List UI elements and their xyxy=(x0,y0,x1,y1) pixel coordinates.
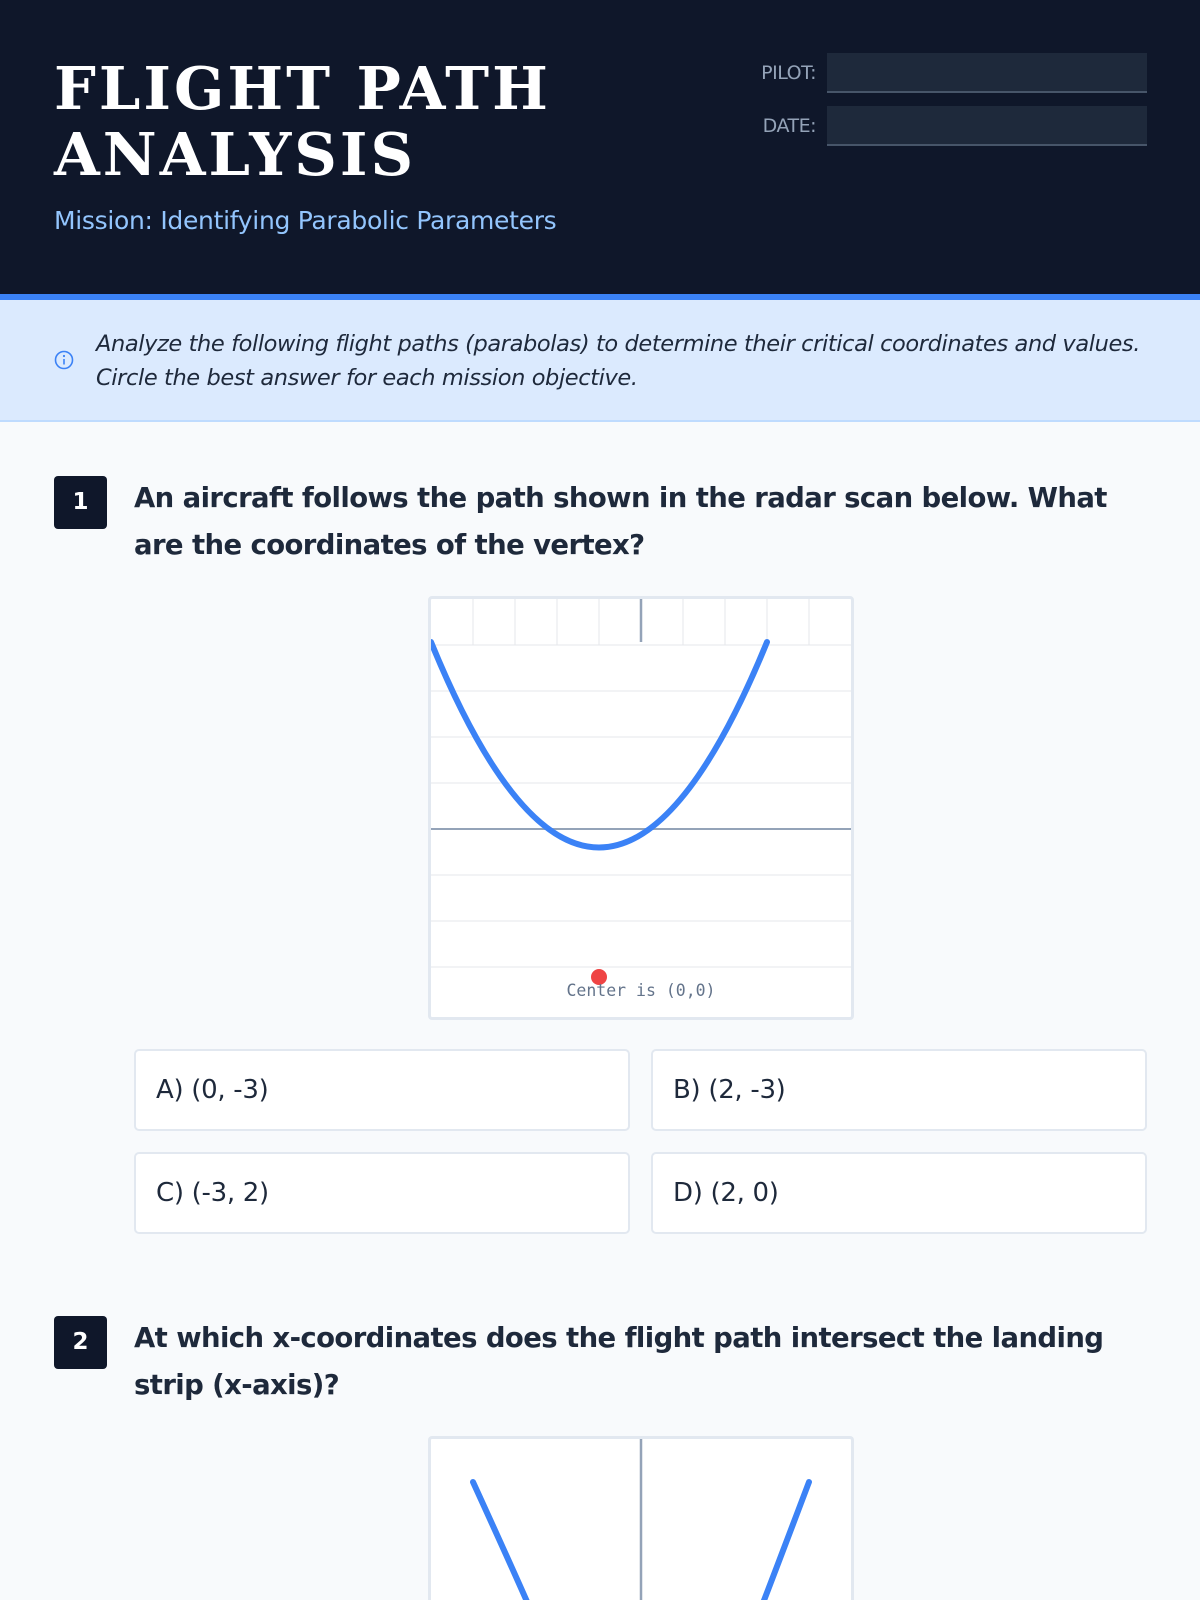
answer-option-b[interactable]: B) (2, -3) xyxy=(651,1049,1147,1131)
question-text: An aircraft follows the path shown in the radar scan below. What are the coordinates of the vertex? xyxy=(134,482,1107,561)
answer-option-c[interactable]: C) (-3, 2) xyxy=(134,1152,630,1234)
parabola-right-branch xyxy=(749,1482,809,1600)
answer-option-d[interactable]: D) (2, 0) xyxy=(651,1152,1147,1234)
info-circle-icon xyxy=(54,350,74,370)
graph-canvas xyxy=(431,1439,851,1600)
grid-lines xyxy=(431,599,851,967)
radar-scan-graph xyxy=(428,596,854,1020)
question-text: At which x-coordinates does the flight path intersect the landing strip (x-axis)? xyxy=(134,1322,1104,1401)
pilot-field[interactable] xyxy=(827,53,1147,93)
date-field[interactable] xyxy=(827,106,1147,146)
page-subtitle: Mission: Identifying Parabolic Parameters xyxy=(54,206,557,235)
question-number: 1 xyxy=(54,476,107,529)
date-label: DATE: xyxy=(762,115,816,137)
answer-option-a[interactable]: A) (0, -3) xyxy=(134,1049,630,1131)
parabola-curve xyxy=(431,642,767,848)
instructions-text: Analyze the following flight paths (parabolas) to determine their critical coordinates and values. Circle the best answer for each mission objective. xyxy=(96,331,1140,391)
pilot-label: PILOT: xyxy=(761,62,816,84)
question-number: 2 xyxy=(54,1316,107,1369)
parabola-left-branch xyxy=(473,1482,543,1600)
graph-caption: Center is (0,0) xyxy=(566,981,716,1000)
flight-path-graph xyxy=(428,1436,854,1600)
page-title: FLIGHT PATH ANALYSIS xyxy=(54,54,551,189)
graph-canvas xyxy=(431,599,851,1017)
